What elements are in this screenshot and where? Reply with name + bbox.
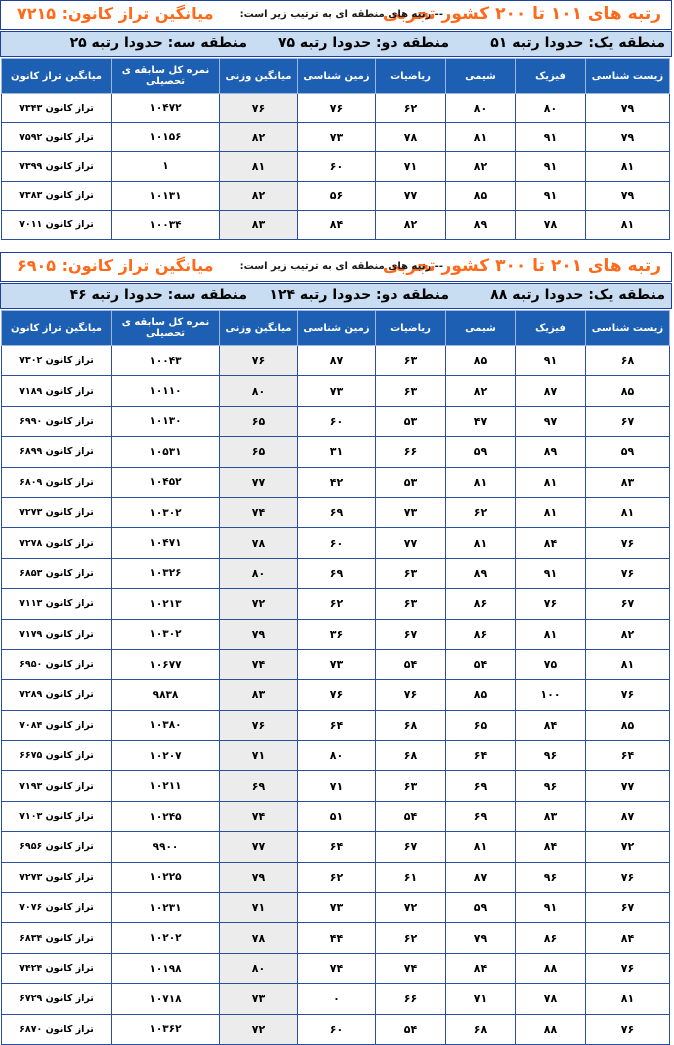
table-row — [2, 437, 670, 467]
cell-weighted-avg: ۸۳ — [220, 210, 298, 239]
cell-chemistry: ۸۱ — [446, 528, 516, 558]
cell-weighted-avg: ۷۱ — [220, 893, 298, 923]
cell-geology: ۳۶ — [298, 619, 376, 649]
cell-physics: ۹۱ — [516, 181, 586, 210]
region-rank-2: منطقه دو: حدودا رتبه ۷۵ — [277, 35, 449, 51]
cell-biology: ۷۶ — [586, 558, 670, 588]
cell-kanoon-score: تراز کانون ۷۲۸۹ — [2, 680, 112, 710]
cell-math: ۷۶ — [376, 680, 446, 710]
regional-rank-note: -- رتبه های منطقه ای به ترتیب زیر است: — [239, 261, 443, 272]
column-header-academic-record: نمره کل سابقه ی تحصیلی — [112, 311, 220, 346]
section-title: رتبه های ۲۰۱ تا ۳۰۰ کشور تجربی — [382, 256, 661, 276]
cell-physics: ۷۶ — [516, 589, 586, 619]
cell-academic-record: ۱۰۰۳۴ — [112, 210, 220, 239]
cell-math: ۸۲ — [376, 210, 446, 239]
cell-weighted-avg: ۸۰ — [220, 376, 298, 406]
column-header-chemistry: شیمی — [446, 311, 516, 346]
column-header-geology: زمین شناسی — [298, 59, 376, 94]
cell-kanoon-score: تراز کانون ۶۸۹۹ — [2, 437, 112, 467]
cell-kanoon-score: تراز کانون ۶۸۵۳ — [2, 558, 112, 588]
table-row — [2, 406, 670, 436]
column-header-biology: زیست شناسی — [586, 311, 670, 346]
cell-academic-record: ۹۹۰۰ — [112, 832, 220, 862]
cell-biology: ۷۶ — [586, 528, 670, 558]
cell-geology: ۶۰ — [298, 152, 376, 181]
cell-kanoon-score: تراز کانون ۷۱۸۹ — [2, 376, 112, 406]
cell-chemistry: ۵۹ — [446, 893, 516, 923]
cell-physics: ۷۵ — [516, 649, 586, 679]
cell-math: ۶۲ — [376, 923, 446, 953]
cell-chemistry: ۸۲ — [446, 152, 516, 181]
cell-kanoon-score: تراز کانون ۶۸۷۰ — [2, 1014, 112, 1044]
column-header-weighted-avg: میانگین وزنی — [220, 311, 298, 346]
cell-kanoon-score: تراز کانون ۷۱۰۳ — [2, 801, 112, 831]
cell-biology: ۸۳ — [586, 467, 670, 497]
region-rank-1: منطقه یک: حدودا رتبه ۵۱ — [490, 35, 665, 51]
cell-biology: ۷۲ — [586, 832, 670, 862]
cell-academic-record: ۱۰۳۲۶ — [112, 558, 220, 588]
cell-math: ۵۳ — [376, 406, 446, 436]
cell-academic-record: ۹۸۳۸ — [112, 680, 220, 710]
cell-kanoon-score: تراز کانون ۷۵۹۲ — [2, 123, 112, 152]
cell-chemistry: ۸۱ — [446, 832, 516, 862]
cell-biology: ۸۱ — [586, 152, 670, 181]
region-rank-3: منطقه سه: حدودا رتبه ۲۵ — [69, 35, 247, 51]
cell-physics: ۸۷ — [516, 376, 586, 406]
region-rank-1: منطقه یک: حدودا رتبه ۸۸ — [490, 287, 665, 303]
cell-biology: ۷۷ — [586, 771, 670, 801]
cell-biology: ۷۶ — [586, 680, 670, 710]
cell-physics: ۸۸ — [516, 953, 586, 983]
cell-weighted-avg: ۸۳ — [220, 680, 298, 710]
cell-weighted-avg: ۷۴ — [220, 801, 298, 831]
section-title: رتبه های ۱۰۱ تا ۲۰۰ کشور تجربی — [382, 4, 661, 24]
cell-kanoon-score: تراز کانون ۶۷۲۹ — [2, 984, 112, 1014]
region-ranks-bar — [0, 283, 672, 309]
cell-chemistry: ۴۷ — [446, 406, 516, 436]
cell-geology: ۶۴ — [298, 832, 376, 862]
cell-math: ۶۳ — [376, 771, 446, 801]
cell-academic-record: ۱۰۱۳۱ — [112, 181, 220, 210]
cell-academic-record: ۱۰۲۰۲ — [112, 923, 220, 953]
cell-weighted-avg: ۷۶ — [220, 94, 298, 123]
cell-math: ۶۳ — [376, 589, 446, 619]
cell-physics: ۸۴ — [516, 528, 586, 558]
cell-chemistry: ۸۱ — [446, 123, 516, 152]
cell-biology: ۸۱ — [586, 210, 670, 239]
cell-kanoon-score: تراز کانون ۶۹۹۰ — [2, 406, 112, 436]
cell-academic-record: ۱۰۲۳۱ — [112, 893, 220, 923]
cell-physics: ۹۱ — [516, 152, 586, 181]
cell-math: ۷۳ — [376, 497, 446, 527]
cell-math: ۵۴ — [376, 801, 446, 831]
cell-math: ۶۸ — [376, 710, 446, 740]
cell-physics: ۹۶ — [516, 771, 586, 801]
cell-academic-record: ۱۰۰۴۳ — [112, 346, 220, 376]
cell-biology: ۷۹ — [586, 181, 670, 210]
cell-biology: ۶۷ — [586, 589, 670, 619]
table-row — [2, 984, 670, 1014]
cell-geology: ۶۲ — [298, 862, 376, 892]
cell-weighted-avg: ۶۵ — [220, 406, 298, 436]
cell-geology: ۶۴ — [298, 710, 376, 740]
cell-weighted-avg: ۷۲ — [220, 1014, 298, 1044]
cell-biology: ۸۱ — [586, 649, 670, 679]
cell-math: ۷۸ — [376, 123, 446, 152]
header-row — [2, 59, 670, 94]
table-row — [2, 680, 670, 710]
regional-rank-note: -- رتبه های منطقه ای به ترتیب زیر است: — [239, 9, 443, 20]
cell-physics: ۹۱ — [516, 558, 586, 588]
cell-biology: ۶۷ — [586, 893, 670, 923]
table-row — [2, 771, 670, 801]
column-header-kanoon-score: میانگین تراز کانون — [2, 59, 112, 94]
table-row — [2, 497, 670, 527]
column-header-math: ریاضیات — [376, 59, 446, 94]
table-row — [2, 181, 670, 210]
cell-physics: ۹۷ — [516, 406, 586, 436]
region-rank-2: منطقه دو: حدودا رتبه ۱۲۴ — [269, 287, 449, 303]
cell-physics: ۸۱ — [516, 467, 586, 497]
table-row — [2, 528, 670, 558]
cell-academic-record: ۱۰۳۸۰ — [112, 710, 220, 740]
cell-physics: ۹۱ — [516, 123, 586, 152]
cell-math: ۷۲ — [376, 893, 446, 923]
cell-physics: ۸۴ — [516, 710, 586, 740]
cell-kanoon-score: تراز کانون ۷۳۸۳ — [2, 181, 112, 210]
cell-chemistry: ۸۲ — [446, 376, 516, 406]
cell-math: ۶۷ — [376, 832, 446, 862]
cell-chemistry: ۸۷ — [446, 862, 516, 892]
cell-math: ۷۱ — [376, 152, 446, 181]
cell-math: ۶۶ — [376, 984, 446, 1014]
cell-physics: ۷۸ — [516, 210, 586, 239]
cell-academic-record: ۱۰۶۷۷ — [112, 649, 220, 679]
region-ranks-bar — [0, 31, 672, 57]
average-kanoon-score: میانگین تراز کانون: ۷۲۱۵ — [17, 4, 214, 23]
cell-chemistry: ۸۹ — [446, 210, 516, 239]
table-row — [2, 210, 670, 239]
cell-biology: ۸۵ — [586, 376, 670, 406]
table-row — [2, 741, 670, 771]
table-row — [2, 589, 670, 619]
table-row — [2, 467, 670, 497]
cell-kanoon-score: تراز کانون ۷۲۷۸ — [2, 528, 112, 558]
cell-academic-record: ۱۰۲۴۵ — [112, 801, 220, 831]
cell-geology: ۶۰ — [298, 528, 376, 558]
cell-kanoon-score: تراز کانون ۶۶۷۵ — [2, 741, 112, 771]
cell-geology: ۶۲ — [298, 589, 376, 619]
table-row — [2, 123, 670, 152]
cell-kanoon-score: تراز کانون ۷۰۱۱ — [2, 210, 112, 239]
cell-physics: ۷۸ — [516, 984, 586, 1014]
cell-chemistry: ۵۹ — [446, 437, 516, 467]
cell-kanoon-score: تراز کانون ۷۲۷۳ — [2, 497, 112, 527]
column-header-physics: فیزیک — [516, 311, 586, 346]
cell-weighted-avg: ۷۷ — [220, 467, 298, 497]
cell-chemistry: ۸۰ — [446, 94, 516, 123]
section-title-bar — [0, 252, 672, 282]
cell-weighted-avg: ۷۶ — [220, 710, 298, 740]
column-header-kanoon-score: میانگین تراز کانون — [2, 311, 112, 346]
cell-biology: ۵۹ — [586, 437, 670, 467]
cell-chemistry: ۸۴ — [446, 953, 516, 983]
cell-math: ۶۶ — [376, 437, 446, 467]
table-row — [2, 893, 670, 923]
column-header-physics: فیزیک — [516, 59, 586, 94]
cell-weighted-avg: ۷۳ — [220, 984, 298, 1014]
cell-academic-record: ۱۰۱۹۸ — [112, 953, 220, 983]
cell-biology: ۶۴ — [586, 741, 670, 771]
cell-academic-record: ۱۰۲۱۳ — [112, 589, 220, 619]
cell-geology: ۷۶ — [298, 680, 376, 710]
cell-chemistry: ۸۶ — [446, 589, 516, 619]
cell-math: ۵۴ — [376, 1014, 446, 1044]
cell-academic-record: ۱۰۲۲۵ — [112, 862, 220, 892]
cell-geology: ۷۳ — [298, 649, 376, 679]
cell-biology: ۸۷ — [586, 801, 670, 831]
cell-biology: ۸۱ — [586, 497, 670, 527]
cell-chemistry: ۸۵ — [446, 680, 516, 710]
table-row — [2, 376, 670, 406]
cell-biology: ۸۲ — [586, 619, 670, 649]
cell-physics: ۹۱ — [516, 346, 586, 376]
cell-weighted-avg: ۷۴ — [220, 497, 298, 527]
cell-math: ۷۷ — [376, 181, 446, 210]
cell-chemistry: ۸۱ — [446, 467, 516, 497]
cell-chemistry: ۶۴ — [446, 741, 516, 771]
cell-kanoon-score: تراز کانون ۶۸۰۹ — [2, 467, 112, 497]
cell-chemistry: ۵۴ — [446, 649, 516, 679]
cell-academic-record: ۱۰۵۳۱ — [112, 437, 220, 467]
column-header-academic-record: نمره کل سابقه ی تحصیلی — [112, 59, 220, 94]
cell-chemistry: ۶۲ — [446, 497, 516, 527]
cell-chemistry: ۶۹ — [446, 771, 516, 801]
cell-chemistry: ۶۹ — [446, 801, 516, 831]
scores-table — [1, 310, 670, 1045]
cell-weighted-avg: ۷۶ — [220, 346, 298, 376]
cell-physics: ۹۱ — [516, 893, 586, 923]
cell-weighted-avg: ۸۰ — [220, 558, 298, 588]
cell-geology: ۰ — [298, 984, 376, 1014]
cell-chemistry: ۸۶ — [446, 619, 516, 649]
cell-academic-record: ۱۰۴۷۲ — [112, 94, 220, 123]
cell-weighted-avg: ۷۴ — [220, 649, 298, 679]
cell-chemistry: ۶۵ — [446, 710, 516, 740]
cell-weighted-avg: ۷۹ — [220, 862, 298, 892]
cell-academic-record: ۱۰۲۰۷ — [112, 741, 220, 771]
table-row — [2, 832, 670, 862]
cell-academic-record: ۱۰۴۷۱ — [112, 528, 220, 558]
cell-academic-record: ۱۰۷۱۸ — [112, 984, 220, 1014]
cell-geology: ۷۳ — [298, 376, 376, 406]
cell-physics: ۸۸ — [516, 1014, 586, 1044]
cell-physics: ۸۴ — [516, 832, 586, 862]
table-row — [2, 558, 670, 588]
cell-weighted-avg: ۸۲ — [220, 123, 298, 152]
table-row — [2, 1014, 670, 1044]
cell-kanoon-score: تراز کانون ۷۱۷۹ — [2, 619, 112, 649]
cell-geology: ۳۱ — [298, 437, 376, 467]
cell-biology: ۷۶ — [586, 953, 670, 983]
cell-geology: ۶۰ — [298, 406, 376, 436]
cell-physics: ۸۱ — [516, 619, 586, 649]
cell-weighted-avg: ۷۹ — [220, 619, 298, 649]
average-kanoon-score: میانگین تراز کانون: ۶۹۰۵ — [17, 256, 214, 275]
cell-chemistry: ۷۹ — [446, 923, 516, 953]
cell-academic-record: ۱ — [112, 152, 220, 181]
cell-math: ۶۲ — [376, 94, 446, 123]
cell-geology: ۶۹ — [298, 497, 376, 527]
cell-geology: ۵۶ — [298, 181, 376, 210]
cell-physics: ۸۹ — [516, 437, 586, 467]
table-row — [2, 862, 670, 892]
cell-academic-record: ۱۰۴۵۲ — [112, 467, 220, 497]
cell-weighted-avg: ۷۱ — [220, 741, 298, 771]
cell-biology: ۸۵ — [586, 710, 670, 740]
cell-geology: ۷۶ — [298, 94, 376, 123]
cell-physics: ۹۶ — [516, 862, 586, 892]
scores-table — [1, 58, 670, 240]
cell-physics: ۸۰ — [516, 94, 586, 123]
table-row — [2, 801, 670, 831]
cell-chemistry: ۸۵ — [446, 181, 516, 210]
cell-kanoon-score: تراز کانون ۷۰۸۴ — [2, 710, 112, 740]
cell-chemistry: ۸۵ — [446, 346, 516, 376]
cell-weighted-avg: ۸۲ — [220, 181, 298, 210]
cell-kanoon-score: تراز کانون ۷۱۹۳ — [2, 771, 112, 801]
cell-math: ۵۳ — [376, 467, 446, 497]
cell-geology: ۶۹ — [298, 558, 376, 588]
cell-geology: ۷۳ — [298, 123, 376, 152]
cell-geology: ۷۴ — [298, 953, 376, 983]
cell-math: ۶۳ — [376, 558, 446, 588]
region-rank-3: منطقه سه: حدودا رتبه ۴۶ — [69, 287, 247, 303]
cell-chemistry: ۷۱ — [446, 984, 516, 1014]
column-header-biology: زیست شناسی — [586, 59, 670, 94]
cell-physics: ۸۳ — [516, 801, 586, 831]
cell-geology: ۸۰ — [298, 741, 376, 771]
cell-kanoon-score: تراز کانون ۶۹۵۰ — [2, 649, 112, 679]
cell-math: ۷۴ — [376, 953, 446, 983]
cell-kanoon-score: تراز کانون ۷۱۱۳ — [2, 589, 112, 619]
cell-math: ۶۸ — [376, 741, 446, 771]
cell-chemistry: ۶۸ — [446, 1014, 516, 1044]
cell-math: ۶۱ — [376, 862, 446, 892]
table-row — [2, 649, 670, 679]
column-header-chemistry: شیمی — [446, 59, 516, 94]
cell-weighted-avg: ۷۲ — [220, 589, 298, 619]
table-row — [2, 923, 670, 953]
cell-weighted-avg: ۷۸ — [220, 923, 298, 953]
cell-kanoon-score: تراز کانون ۶۹۵۶ — [2, 832, 112, 862]
column-header-geology: زمین شناسی — [298, 311, 376, 346]
table-row — [2, 346, 670, 376]
column-header-math: ریاضیات — [376, 311, 446, 346]
cell-academic-record: ۱۰۱۵۶ — [112, 123, 220, 152]
cell-academic-record: ۱۰۳۰۲ — [112, 619, 220, 649]
cell-physics: ۸۱ — [516, 497, 586, 527]
cell-kanoon-score: تراز کانون ۶۸۳۴ — [2, 923, 112, 953]
cell-weighted-avg: ۷۸ — [220, 528, 298, 558]
cell-biology: ۷۹ — [586, 94, 670, 123]
cell-physics: ۸۶ — [516, 923, 586, 953]
cell-weighted-avg: ۷۷ — [220, 832, 298, 862]
cell-kanoon-score: تراز کانون ۷۰۷۶ — [2, 893, 112, 923]
cell-biology: ۷۶ — [586, 862, 670, 892]
cell-biology: ۶۸ — [586, 346, 670, 376]
cell-geology: ۶۰ — [298, 1014, 376, 1044]
table-row — [2, 953, 670, 983]
cell-academic-record: ۱۰۳۰۲ — [112, 497, 220, 527]
cell-biology: ۸۱ — [586, 984, 670, 1014]
cell-geology: ۷۳ — [298, 893, 376, 923]
table-row — [2, 94, 670, 123]
cell-academic-record: ۱۰۱۱۰ — [112, 376, 220, 406]
cell-geology: ۴۴ — [298, 923, 376, 953]
cell-biology: ۷۹ — [586, 123, 670, 152]
cell-math: ۶۷ — [376, 619, 446, 649]
cell-math: ۵۴ — [376, 649, 446, 679]
cell-academic-record: ۱۰۱۳۰ — [112, 406, 220, 436]
cell-academic-record: ۱۰۳۶۲ — [112, 1014, 220, 1044]
cell-math: ۶۳ — [376, 346, 446, 376]
section-title-bar — [0, 0, 672, 30]
cell-geology: ۸۴ — [298, 210, 376, 239]
cell-biology: ۷۶ — [586, 1014, 670, 1044]
column-header-weighted-avg: میانگین وزنی — [220, 59, 298, 94]
cell-geology: ۷۱ — [298, 771, 376, 801]
table-row — [2, 619, 670, 649]
cell-weighted-avg: ۶۹ — [220, 771, 298, 801]
cell-kanoon-score: تراز کانون ۷۳۰۲ — [2, 346, 112, 376]
table-row — [2, 152, 670, 181]
cell-physics: ۹۶ — [516, 741, 586, 771]
cell-kanoon-score: تراز کانون ۷۲۷۳ — [2, 862, 112, 892]
cell-geology: ۴۲ — [298, 467, 376, 497]
cell-kanoon-score: تراز کانون ۷۳۹۹ — [2, 152, 112, 181]
cell-kanoon-score: تراز کانون ۷۴۲۴ — [2, 953, 112, 983]
header-row — [2, 311, 670, 346]
cell-weighted-avg: ۸۰ — [220, 953, 298, 983]
cell-physics: ۱۰۰ — [516, 680, 586, 710]
cell-geology: ۸۷ — [298, 346, 376, 376]
cell-math: ۷۷ — [376, 528, 446, 558]
cell-geology: ۵۱ — [298, 801, 376, 831]
cell-weighted-avg: ۶۵ — [220, 437, 298, 467]
cell-weighted-avg: ۸۱ — [220, 152, 298, 181]
cell-math: ۶۳ — [376, 376, 446, 406]
cell-kanoon-score: تراز کانون ۷۳۴۳ — [2, 94, 112, 123]
cell-chemistry: ۸۹ — [446, 558, 516, 588]
table-row — [2, 710, 670, 740]
cell-biology: ۸۴ — [586, 923, 670, 953]
cell-biology: ۶۷ — [586, 406, 670, 436]
cell-academic-record: ۱۰۲۱۱ — [112, 771, 220, 801]
